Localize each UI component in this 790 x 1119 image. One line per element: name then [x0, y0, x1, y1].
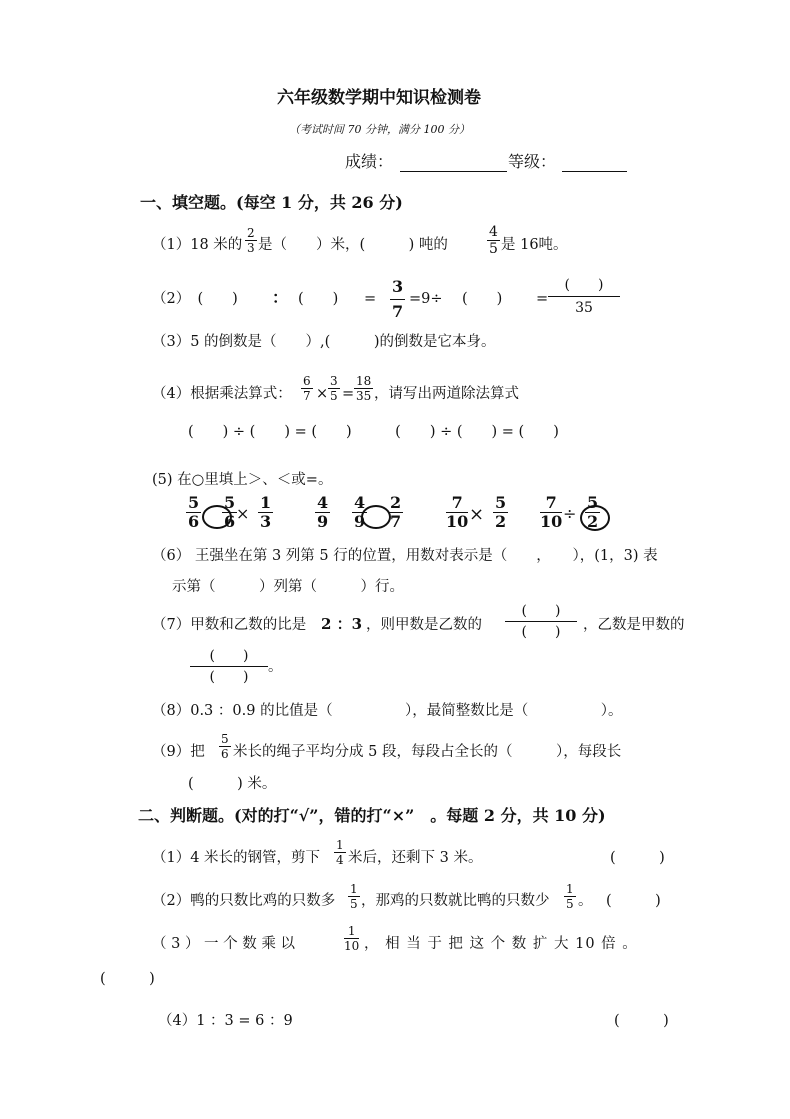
q4-times: ×	[316, 386, 329, 402]
q5-e2-fraction-c: 2 7	[390, 493, 402, 531]
q4-equals: =	[342, 386, 355, 402]
s2-q2-text-a: （2）鸭的只数比鸡的只数多	[152, 893, 336, 909]
q1-text-c: 是 16吨。	[501, 237, 568, 253]
q9-text-a: （9）把	[152, 744, 205, 760]
page-title: 六年级数学期中知识检测卷	[277, 88, 481, 108]
q7-ratio: 2 ：3	[321, 615, 363, 633]
q1-fraction-b: 4 5	[489, 224, 498, 257]
q4-text-a: （4）根据乘法算式：	[152, 386, 292, 402]
q3-text: （3）5 的倒数是（ ）,( )的倒数是它本身。	[152, 334, 496, 350]
q2-fraction-blank[interactable]: ( ) 35	[548, 278, 620, 315]
q5-e1-fraction-a: 5 6	[188, 493, 200, 531]
s2-q2-fraction-a: 1 5	[350, 882, 358, 911]
q1-fraction-a: 2 3	[247, 226, 255, 255]
exam-info: （考试时间 70 分钟，满分 100 分）	[289, 123, 470, 136]
q7-text-b: ，则甲数是乙数的	[366, 617, 482, 633]
q5-e4-fraction-b: 5 2	[587, 493, 599, 531]
q7-text-d: 。	[268, 659, 283, 675]
s2-q2-fraction-b: 1 5	[566, 882, 574, 911]
q7-text-a: （7）甲数和乙数的比是	[152, 617, 307, 633]
q7-fraction-blank-b[interactable]: ( ) ( )	[190, 649, 268, 684]
s2-q1-fraction: 1 4	[336, 838, 344, 867]
s2-q2-answer[interactable]: ( )	[606, 893, 661, 909]
s2-q3-answer[interactable]: ( )	[100, 971, 155, 987]
q2-equals: =	[364, 291, 377, 307]
s2-q1-text-a: （1）4 米长的钢管，剪下	[152, 850, 321, 866]
s2-q2-text-c: 。	[578, 893, 593, 909]
q4-fraction-c: 18 35	[356, 374, 372, 403]
q2-text-d: ( )	[462, 291, 503, 307]
score-label: 成绩：	[345, 152, 394, 171]
s2-q4-answer[interactable]: ( )	[614, 1013, 669, 1029]
s2-q3-fraction: 1 10	[344, 924, 360, 953]
q2-equals-2: =	[536, 291, 549, 307]
q2-text-c: =9÷	[409, 291, 443, 307]
q7-fraction-blank-a[interactable]: ( ) ( )	[505, 604, 577, 639]
q5-e1-fraction-c: 1 3	[260, 493, 272, 531]
s2-q3-text-a: （ 3 ） 一 个 数 乘 以	[152, 936, 295, 952]
grade-blank[interactable]	[562, 171, 627, 172]
q5-e4-fraction-a: 7 10	[540, 493, 563, 531]
s2-q1-text-b: 米后，还剩下 3 米。	[348, 850, 483, 866]
q8-text: （8）0.3 ：0.9 的比值是（ ），最简整数比是（ ）。	[152, 703, 623, 719]
q5-e2-fraction-b: 4 9	[354, 493, 366, 531]
q4-fraction-a: 6 7	[303, 374, 311, 403]
compare-circle[interactable]	[580, 505, 610, 531]
q2-fraction: 3 7	[392, 277, 404, 321]
s2-q4-text: （4）1 ：3 = 6 ：9	[158, 1013, 293, 1029]
q4-answer-line[interactable]: ( ) ÷ ( ) = ( ) ( ) ÷ ( ) = ( )	[188, 424, 559, 440]
q4-fraction-b: 3 5	[330, 374, 338, 403]
q2-colon: ：	[272, 288, 289, 307]
score-blank[interactable]	[400, 171, 507, 172]
s2-q2-text-b: ，那鸡的只数就比鸭的只数少	[361, 893, 550, 909]
q5-e3-fraction-b: 5 2	[495, 493, 507, 531]
q6-line1: （6） 王强坐在第 3 列第 5 行的位置，用数对表示是（ ， ），(1，3) 表	[152, 548, 658, 564]
s2-q1-answer[interactable]: ( )	[610, 850, 665, 866]
q2-text-a: （2） ( )	[152, 291, 238, 307]
compare-circle[interactable]	[361, 505, 391, 529]
q5-e4-op: ÷	[563, 504, 577, 523]
q5-text: (5) 在○里填上＞、＜或=。	[152, 472, 333, 488]
q9-line2: ( ) 米。	[188, 776, 277, 792]
q9-text-b: 米长的绳子平均分成 5 段，每段占全长的（ ），每段长	[233, 744, 622, 760]
q5-e3-fraction-a: 7 10	[446, 493, 469, 531]
section1-heading: 一、填空题。(每空 1 分，共 26 分)	[140, 193, 403, 212]
q9-fraction: 5 6	[221, 732, 229, 761]
q4-text-b: ，请写出两道除法算式	[374, 386, 519, 402]
q5-e3-op: ×	[469, 504, 485, 525]
s2-q3-text-b: ， 相 当 于 把 这 个 数 扩 大 10 倍 。	[364, 936, 638, 952]
q5-e1-fraction-b: 5 6	[224, 493, 236, 531]
q2-text-b: ( )	[298, 291, 339, 307]
q6-line2: 示第（ ）列第（ ）行。	[172, 579, 404, 595]
section2-heading: 二、判断题。(对的打“√”，错的打“×” 。每题 2 分，共 10 分)	[138, 806, 606, 825]
q1-text-a: （1）18 米的	[152, 237, 243, 253]
q5-e2-fraction-a: 4 9	[317, 493, 329, 531]
grade-label: 等级：	[508, 152, 557, 171]
q7-text-c: ，乙数是甲数的	[583, 617, 685, 633]
q1-text-b: 是（ ）米，( ) 吨的	[258, 237, 448, 253]
q5-e1-op: ×	[236, 504, 250, 523]
